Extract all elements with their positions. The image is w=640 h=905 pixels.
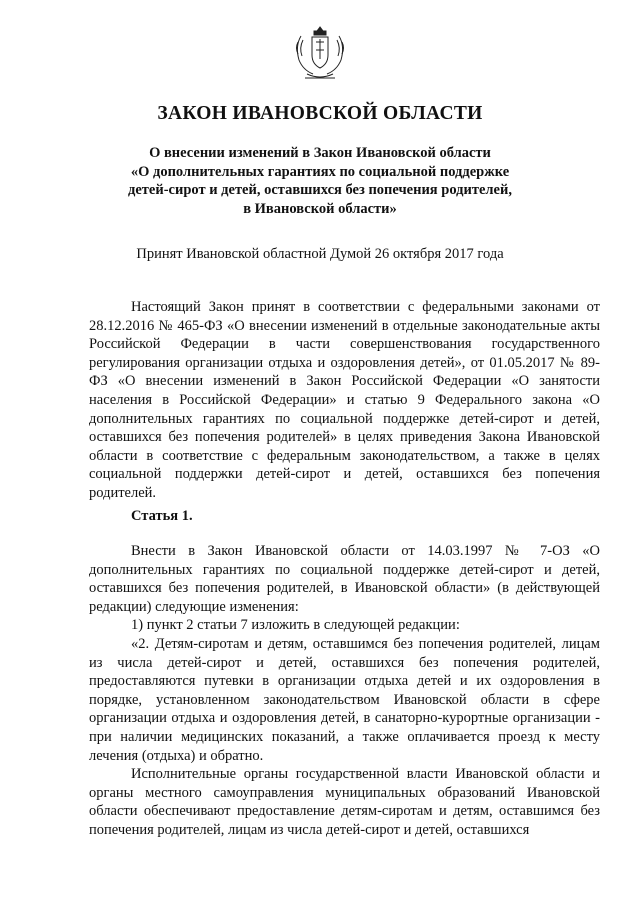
adoption-line: Принят Ивановской областной Думой 26 октября 2017 года <box>136 246 504 262</box>
subtitle-line: в Ивановской области» <box>243 200 397 217</box>
law-subtitle <box>60 144 580 218</box>
article-body <box>89 542 600 840</box>
article-heading: Статья 1. <box>131 508 193 524</box>
law-title: ЗАКОН ИВАНОВСКОЙ ОБЛАСТИ <box>157 103 483 124</box>
quoted-paragraph: «2. Детям-сиротам и детям, оставшимся без попечения родителей, лицам из числа детей-сирот и детей, оставшихся без попечения родителей, предоставляются путевки в организации отдыха детей и их оздоровления в порядке, установленном законодательством Ивановской области в сфере организации отдыха и оздоровления детей, в санаторно-курортные организации - при наличии медицинских показаний, а также оплачивается проезд к месту лечения (отдыха) и обратно. <box>89 635 600 764</box>
article-intro-paragraph: Внести в Закон Ивановской области от 14.03.1997 № 7-ОЗ «О дополнительных гарантиях по социальной поддержке детей-сирот и детей, оставшихся без попечения родителей, в Ивановской области» (в действующей редакции) следующие изменения: <box>89 543 600 615</box>
subtitle-line: «О дополнительных гарантиях по социальной поддержке <box>130 163 510 180</box>
amendment-item: 1) пункт 2 статьи 7 изложить в следующей редакции: <box>131 617 460 634</box>
subtitle-line: О внесении изменений в Закон Ивановской области <box>149 145 491 161</box>
body-paragraph: Исполнительные органы государственной власти Ивановской области и органы местного самоуправления муниципальных образований Ивановской области обеспечивают предоставление детям-сиротам и детям, оставшимся без попечения родителей, лицам из числа детей-сирот и детей, оставшихся <box>89 766 600 838</box>
preamble-block <box>89 298 600 503</box>
preamble-paragraph: Настоящий Закон принят в соответствии с федеральными законами от 28.12.2016 № 465-ФЗ «О внесении изменений в отдельные законодательные акты Российской Федерации в части совершенствования государственного регулирования организации отдыха и оздоровления детей», от 01.05.2017 № 89-ФЗ «О внесении изменений в Закон Российской Федерации «О занятости населения в Российской Федерации» и статью 9 Федерального закона «О дополнительных гарантиях по социальной поддержке детей-сирот и детей, оставшихся без попечения родителей» в целях приведения Закона Ивановской области в соответствие с федеральным законодательством, а также в целях социальной поддержки детей-сирот и детей, оставшихся без попечения родителей. <box>89 299 600 501</box>
coat-of-arms-icon <box>293 24 347 82</box>
subtitle-line: детей-сирот и детей, оставшихся без попечения родителей, <box>128 182 512 198</box>
